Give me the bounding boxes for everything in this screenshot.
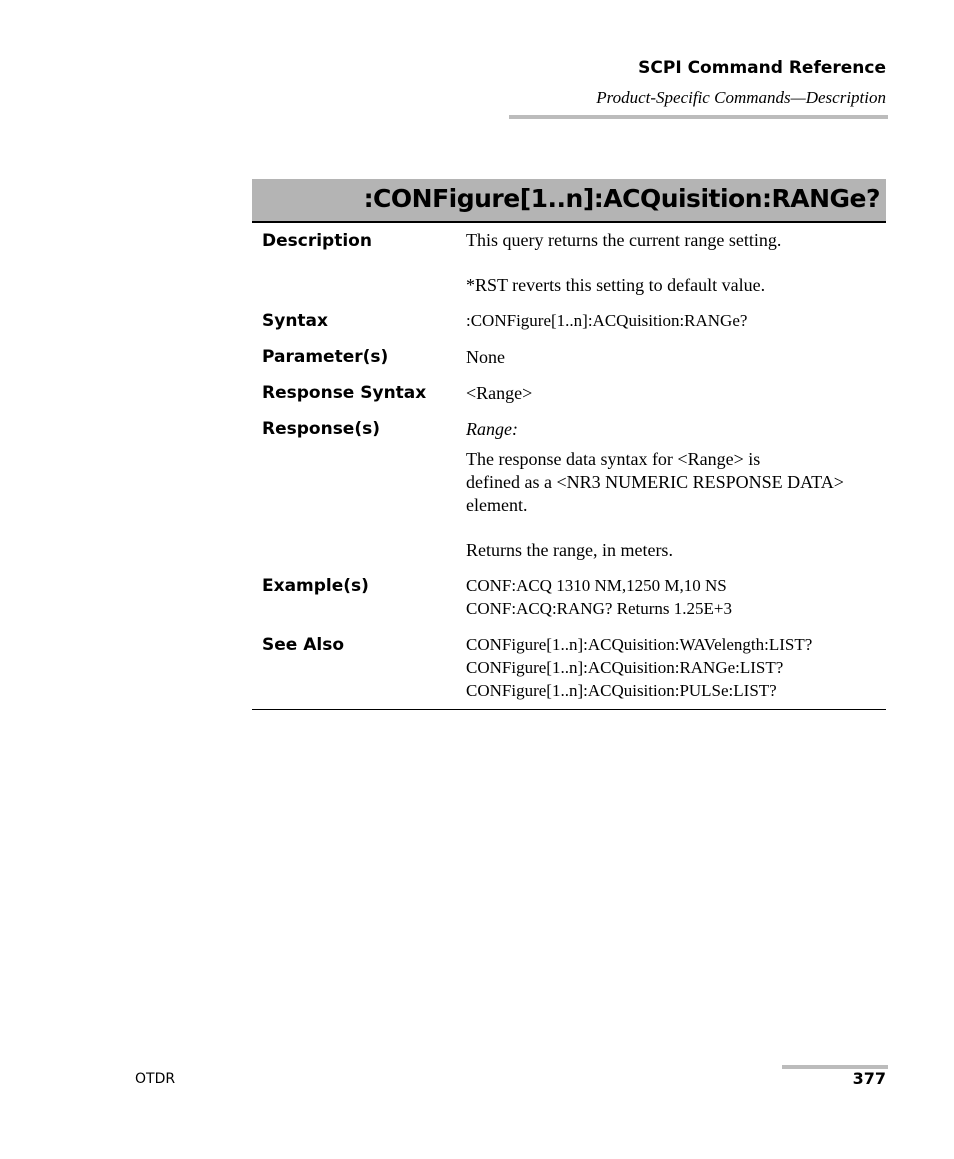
footer-product-name: OTDR xyxy=(135,1071,176,1087)
example-line-2: CONF:ACQ:RANG? Returns 1.25E+3 xyxy=(466,599,733,618)
page-number: 377 xyxy=(852,1069,886,1088)
response-syntax-label: Response Syntax xyxy=(262,383,427,403)
parameters-label: Parameter(s) xyxy=(262,347,389,367)
running-header-title: SCPI Command Reference xyxy=(638,58,886,78)
response-description-line-3: element. xyxy=(466,495,528,515)
see-also-item: CONFigure[1..n]:ACQuisition:RANGe:LIST? xyxy=(466,658,784,677)
response-syntax-value: <Range> xyxy=(466,383,533,403)
example-line-1: CONF:ACQ 1310 NM,1250 M,10 NS xyxy=(466,576,727,595)
examples-label: Example(s) xyxy=(262,576,369,596)
description-text: This query returns the current range setting. xyxy=(466,230,782,250)
command-title-bar xyxy=(252,179,886,223)
command-title: :CONFigure[1..n]:ACQuisition:RANGe? xyxy=(363,184,880,213)
response-description-line-1: The response data syntax for <Range> is xyxy=(466,449,761,469)
header-rule xyxy=(509,115,888,119)
description-rst-text: *RST reverts this setting to default value. xyxy=(466,275,766,295)
syntax-value: :CONFigure[1..n]:ACQuisition:RANGe? xyxy=(466,311,748,330)
see-also-label: See Also xyxy=(262,635,345,655)
response-name: Range: xyxy=(466,419,518,439)
see-also-item: CONFigure[1..n]:ACQuisition:WAVelength:LIST? xyxy=(466,635,813,654)
description-label: Description xyxy=(262,231,372,251)
response-description-line-2: defined as a <NR3 NUMERIC RESPONSE DATA> xyxy=(466,472,844,492)
see-also-item: CONFigure[1..n]:ACQuisition:PULSe:LIST? xyxy=(466,681,777,700)
table-bottom-rule xyxy=(252,709,886,710)
parameters-value: None xyxy=(466,347,505,367)
responses-label: Response(s) xyxy=(262,419,380,439)
syntax-label: Syntax xyxy=(262,311,328,331)
running-header-subtitle: Product-Specific Commands—Description xyxy=(596,88,886,107)
response-units-text: Returns the range, in meters. xyxy=(466,540,673,560)
